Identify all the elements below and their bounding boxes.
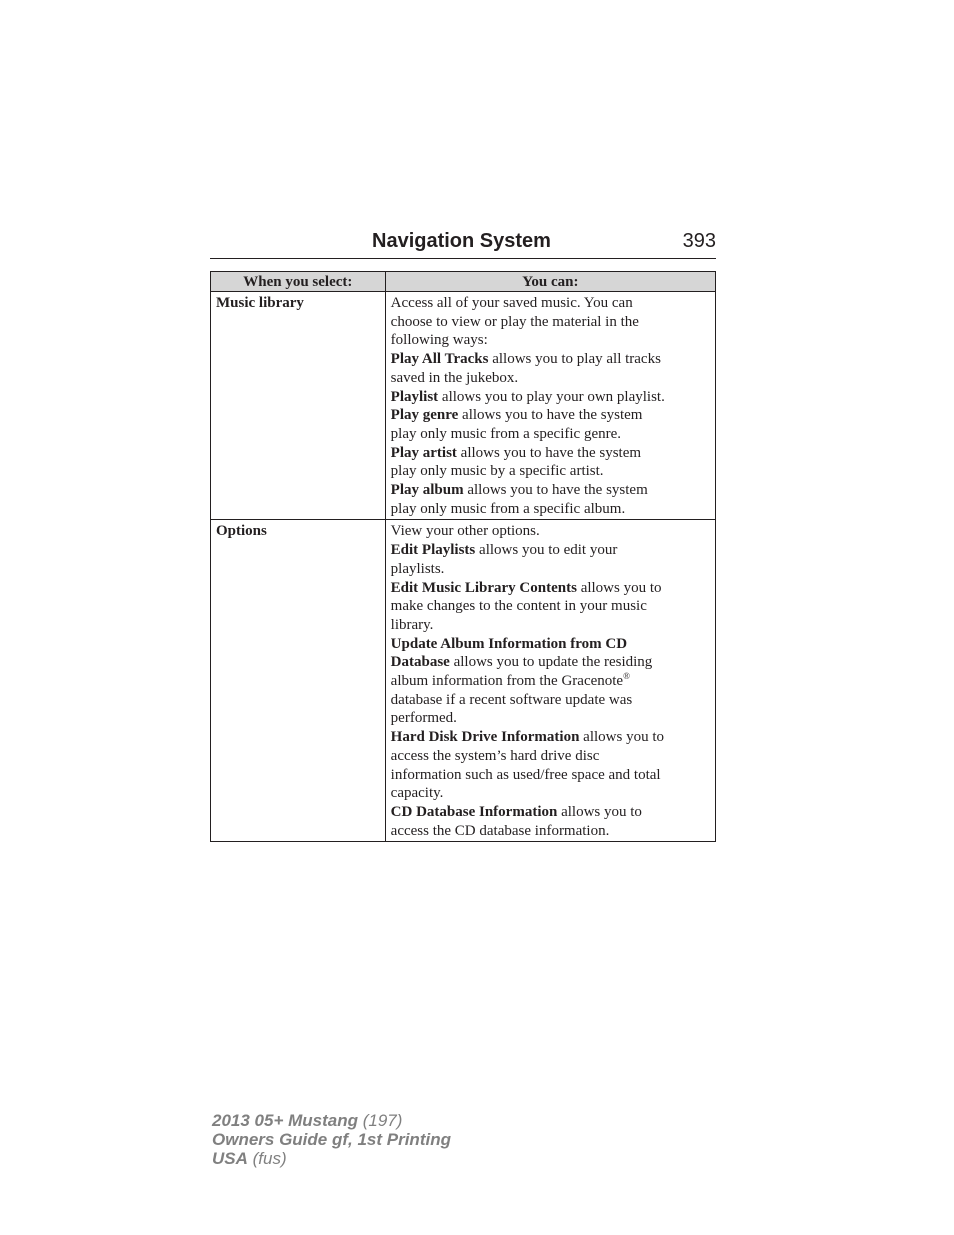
line-text: performed. [390, 710, 457, 727]
column-header-you-can: You can: [385, 272, 715, 292]
footer-model-code: (197) [358, 1111, 403, 1130]
line-text: play only music by a specific artist. [390, 463, 604, 480]
line-text: allows you to [576, 579, 662, 596]
footer-line-2 [212, 1130, 451, 1149]
line-text: allows you to have the system [456, 444, 642, 461]
description-line [391, 784, 710, 803]
line-text: saved in the jukebox. [390, 369, 519, 386]
description-line [391, 803, 710, 822]
option-name: CD Database Information [390, 803, 558, 820]
page-header [210, 228, 716, 259]
row-label: Music library [211, 292, 386, 520]
description-line [391, 369, 710, 388]
line-text: capacity. [390, 785, 444, 802]
description-line [391, 747, 710, 766]
description-line [391, 406, 710, 425]
description-line [391, 388, 710, 407]
line-text: allows you to edit your [475, 542, 618, 559]
row-label: Options [211, 520, 386, 842]
option-name: Update Album Information from CD [390, 635, 628, 652]
description-line [391, 481, 710, 500]
footer-market-code: (fus) [247, 1149, 287, 1168]
line-text: allows you to update the residing [449, 654, 653, 671]
line-text: following ways: [390, 332, 488, 349]
description-line [391, 616, 710, 635]
table-body [211, 292, 716, 842]
description-line [391, 728, 710, 747]
line-text: database if a recent software update was [390, 691, 633, 708]
description-line [391, 635, 710, 654]
line-text: playlists. [390, 560, 445, 577]
option-name: Edit Music Library Contents [390, 579, 577, 596]
line-text: make changes to the content in your music [390, 598, 647, 615]
line-text: play only music from a specific genre. [390, 425, 622, 442]
line-text: information such as used/free space and total [390, 766, 661, 783]
description-line [391, 313, 710, 332]
line-text: allows you to have the system [458, 407, 643, 424]
footer-line-3 [212, 1149, 451, 1168]
line-text: library. [390, 616, 434, 633]
column-header-when-you-select: When you select: [211, 272, 386, 292]
line-text: Access all of your saved music. You can [390, 295, 633, 311]
description-line [391, 462, 710, 481]
line-text: allows you to [579, 729, 665, 746]
description-line [391, 709, 710, 728]
option-name: Database [390, 654, 450, 671]
description-line [391, 350, 710, 369]
section-title: Navigation System [372, 230, 551, 252]
description-line [391, 331, 710, 350]
description-line [391, 500, 710, 519]
description-line [391, 653, 710, 672]
description-line [391, 425, 710, 444]
option-name: Hard Disk Drive Information [390, 729, 580, 746]
page-footer [212, 1111, 451, 1168]
table-row [211, 520, 716, 842]
line-text: allows you to have the system [463, 482, 648, 499]
line-text: play only music from a specific album. [390, 500, 626, 517]
description-line [391, 522, 710, 541]
option-name: Play album [390, 482, 464, 499]
description-line [391, 822, 710, 841]
footer-model: 2013 05+ Mustang [212, 1111, 358, 1130]
footer-guide: Owners Guide gf, 1st Printing [212, 1130, 451, 1149]
footer-market: USA [212, 1149, 248, 1168]
line-text: access the system’s hard drive disc [390, 747, 600, 764]
option-name: Play All Tracks [390, 351, 489, 368]
line-text: choose to view or play the material in the [390, 313, 639, 330]
feature-table [210, 271, 716, 842]
line-text: allows you to [557, 803, 642, 820]
line-text: album information from the Gracenote [390, 673, 624, 690]
description-line [391, 444, 710, 463]
line-text: View your other options. [390, 523, 540, 540]
description-line [391, 766, 710, 785]
description-line [391, 541, 710, 560]
row-description [385, 520, 715, 842]
registered-mark: ® [623, 671, 630, 682]
page-number: 393 [682, 230, 716, 252]
table-header-row [211, 272, 716, 292]
description-line [391, 294, 710, 313]
option-name: Playlist [390, 388, 439, 405]
footer-line-1 [212, 1111, 451, 1130]
description-line [391, 691, 710, 710]
table-row [211, 292, 716, 520]
description-line [391, 579, 710, 598]
option-name: Edit Playlists [390, 542, 476, 559]
description-line [391, 560, 710, 579]
line-text: allows you to play all tracks [488, 351, 661, 368]
description-line [391, 597, 710, 616]
line-text: access the CD database information. [390, 822, 610, 839]
option-name: Play genre [390, 407, 459, 424]
line-text: allows you to play your own playlist. [438, 388, 665, 405]
row-description [385, 292, 715, 520]
option-name: Play artist [390, 444, 457, 461]
description-line [391, 672, 710, 691]
